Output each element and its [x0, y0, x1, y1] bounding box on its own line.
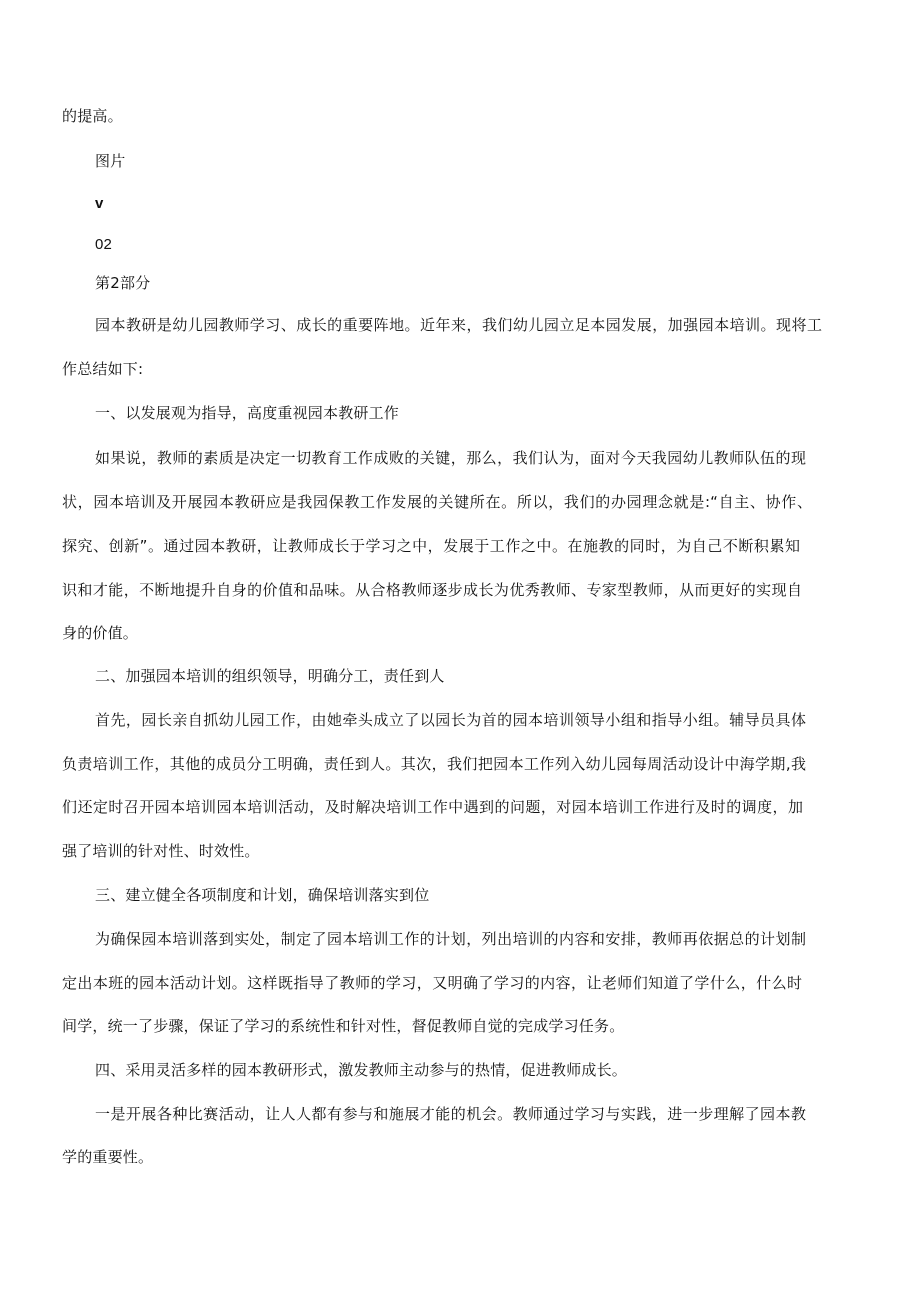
section-number: 02 [95, 236, 113, 253]
paragraph-line: 如果说，教师的素质是决定一切教育工作成败的关键，那么，我们认为，面对今天我园幼儿教师队伍的现 [95, 449, 806, 467]
intro-line: 作总结如下: [62, 360, 144, 378]
paragraph-line: 负责培训工作，其他的成员分工明确，责任到人。其次，我们把园本工作列入幼儿园每周活动设计中海学期,我 [62, 755, 806, 773]
continuation-text: 的提高。 [62, 107, 123, 125]
chevron-down-icon: v [95, 195, 104, 212]
paragraph-line: 一是开展各种比赛活动，让人人都有参与和施展才能的机会。教师通过学习与实践，进一步理解了园本教 [95, 1105, 806, 1123]
section-heading: 一、以发展观为指导，高度重视园本教研工作 [95, 404, 400, 422]
paragraph-line: 探究、创新”。通过园本教研，让教师成长于学习之中，发展于工作之中。在施教的同时，为自己不断积累知 [62, 537, 800, 555]
paragraph-line: 间学，统一了步骤，保证了学习的系统性和针对性，督促教师自觉的完成学习任务。 [62, 1017, 625, 1035]
paragraph-line: 首先，园长亲自抓幼儿园工作，由她牵头成立了以园长为首的园本培训领导小组和指导小组。辅导员具体 [95, 711, 806, 729]
paragraph-line: 强了培训的针对性、时效性。 [62, 842, 260, 860]
section-heading: 三、建立健全各项制度和计划，确保培训落实到位 [95, 886, 430, 904]
paragraph-line: 状，园本培训及开展园本教研应是我园保教工作发展的关键所在。所以，我们的办园理念就是:“自主、协作、 [62, 493, 812, 511]
paragraph-line: 定出本班的园本活动计划。这样既指导了教师的学习，又明确了学习的内容，让老师们知道了学什么，什么时 [62, 974, 802, 992]
section-heading: 四、采用灵活多样的园本教研形式，激发教师主动参与的热情，促进教师成长。 [95, 1061, 628, 1079]
intro-line: 园本教研是幼儿园教师学习、成长的重要阵地。近年来，我们幼儿园立足本园发展，加强园本培训。现将工 [95, 316, 822, 334]
section-title: 第2部分 [95, 274, 151, 292]
paragraph-line: 识和才能，不断地提升自身的价值和品味。从合格教师逐步成长为优秀教师、专家型教师，从而更好的实现自 [62, 581, 802, 599]
image-placeholder-label: 图片 [95, 152, 126, 170]
section-heading: 二、加强园本培训的组织领导，明确分工，责任到人 [95, 667, 445, 685]
paragraph-line: 身的价值。 [62, 624, 139, 642]
paragraph-line: 为确保园本培训落到实处，制定了园本培训工作的计划，列出培训的内容和安排，教师再依据总的计划制 [95, 930, 806, 948]
paragraph-line: 们还定时召开园本培训园本培训活动，及时解决培训工作中遇到的问题，对园本培训工作进行及时的调度，加 [62, 798, 803, 816]
paragraph-line: 学的重要性。 [62, 1148, 154, 1166]
